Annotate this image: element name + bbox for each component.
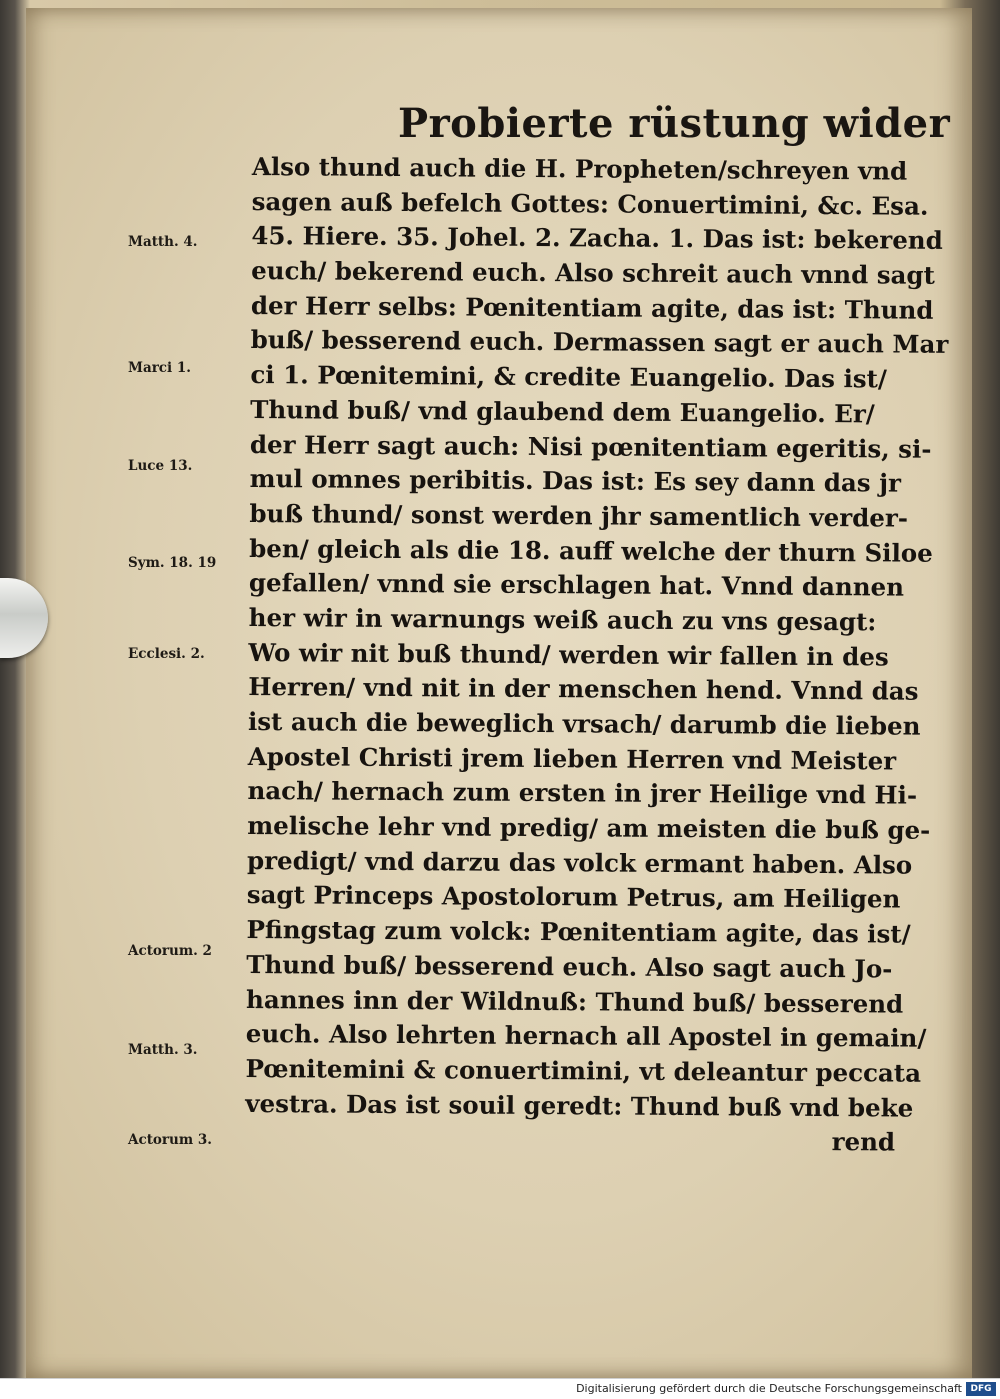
margin-note: Actorum. 2 — [128, 943, 212, 959]
text-line: predigt/ vnd darzu das volck ermant haben. Also — [246, 845, 913, 880]
text-line: mul omnes peribitis. Das ist: Es sey dann das jr — [249, 464, 902, 498]
text-line: nach/ hernach zum ersten in jrer Heilige vnd Hi- — [247, 776, 918, 811]
text-line: sagen auß befelch Gottes: Conuertimini, &c. Esa. — [251, 186, 929, 221]
funding-credit: Digitalisierung gefördert durch die Deutsche Forschungsgemeinschaft — [576, 1382, 962, 1395]
margin-note: Ecclesi. 2. — [128, 646, 205, 662]
text-line: gefallen/ vnnd sie erschlagen hat. Vnnd dannen — [248, 568, 905, 602]
margin-note: Sym. 18. 19 — [128, 555, 217, 571]
text-line: buß thund/ sonst werden jhr samentlich verder- — [249, 498, 909, 533]
text-line: buß/ besserend euch. Dermassen sagt er auch Mar — [250, 325, 949, 360]
text-line: Pœnitemini & conuertimini, vt deleantur peccata — [245, 1053, 922, 1088]
text-line: Thund buß/ vnd glaubend dem Euangelio. Er/ — [250, 394, 875, 429]
margin-note: Luce 13. — [128, 458, 193, 474]
text-line: Wo wir nit buß thund/ werden wir fallen in des — [248, 637, 889, 672]
text-line: euch/ bekerend euch. Also schreit auch vnnd sagt — [251, 256, 936, 290]
text-line: melische lehr vnd predig/ am meisten die buß ge- — [247, 811, 931, 845]
text-line: Apostel Christi jrem lieben Herren vnd Meister — [247, 741, 897, 776]
text-line: Herren/ vnd nit in der menschen hend. Vnnd das — [248, 672, 919, 706]
text-line: ben/ gleich als die 18. auff welche der thurn Siloe — [249, 533, 933, 568]
text-line: 45. Hiere. 35. Johel. 2. Zacha. 1. Das ist: bekerend — [251, 221, 943, 256]
text-line: der Herr sagt auch: Nisi pœnitentiam egeritis, si- — [249, 429, 932, 464]
text-line: ci 1. Pœnitemini, & credite Euangelio. Das ist/ — [250, 360, 887, 394]
margin-note: Matth. 3. — [128, 1042, 198, 1058]
body-text — [245, 150, 949, 1161]
margin-note: Marci 1. — [128, 360, 191, 376]
running-title: Probierte rüstung wider — [398, 100, 951, 147]
text-line: hannes inn der Wildnuß: Thund buß/ besserend — [245, 984, 904, 1019]
text-line: Pfingstag zum volck: Pœnitentiam agite, das ist/ — [246, 915, 911, 949]
text-line: sagt Princeps Apostolorum Petrus, am Heiligen — [246, 880, 901, 914]
margin-note: Matth. 4. — [128, 234, 198, 250]
catchword: rend — [831, 1127, 896, 1157]
text-line: her wir in warnungs weiß auch zu vns gesagt: — [248, 602, 877, 637]
text-line: Also thund auch die H. Propheten/schreyen vnd — [251, 151, 908, 186]
text-line: der Herr selbs: Pœnitentiam agite, das ist: Thund — [250, 290, 934, 325]
text-line: Thund buß/ besserend euch. Also sagt auch Jo- — [246, 949, 893, 984]
text-line: vestra. Das ist souil geredt: Thund buß vnd beke — [245, 1088, 914, 1123]
dfg-logo-icon: DFG — [966, 1382, 996, 1396]
margin-note: Actorum 3. — [128, 1132, 212, 1148]
footer-bar — [0, 1378, 1000, 1399]
text-line: ist auch die beweglich vrsach/ darumb die lieben — [247, 706, 921, 741]
text-line: euch. Also lehrten hernach all Apostel in gemain/ — [245, 1019, 927, 1053]
